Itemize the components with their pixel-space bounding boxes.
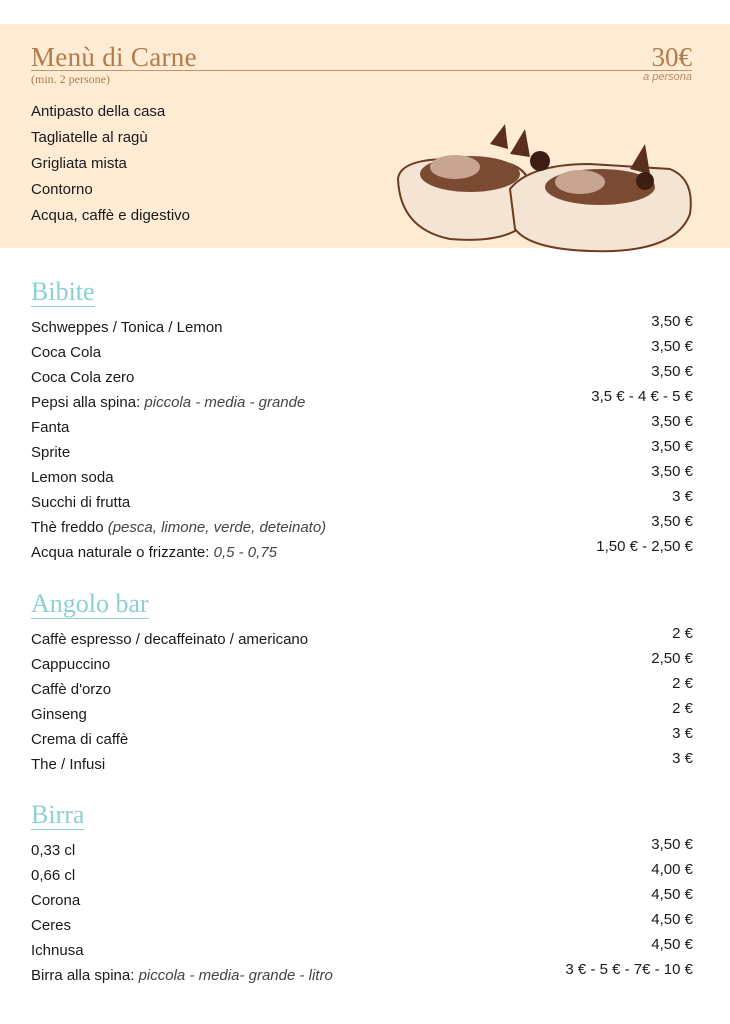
menu-item xyxy=(31,677,693,702)
menu-item xyxy=(31,863,693,888)
item-price: 2,50 € xyxy=(651,650,693,667)
meat-menu-price-note: a persona xyxy=(643,71,692,83)
menu-item xyxy=(31,315,693,340)
item-price: 4,50 € xyxy=(651,911,693,928)
item-price: 4,00 € xyxy=(651,861,693,878)
menu-item xyxy=(31,490,693,515)
menu-item xyxy=(31,415,693,440)
item-label xyxy=(31,888,80,913)
item-name: Ceres xyxy=(31,917,72,934)
course-item: Acqua, caffè e digestivo xyxy=(31,207,190,224)
item-price: 3,50 € xyxy=(651,338,693,355)
meat-menu-courses xyxy=(31,101,190,231)
menu-item xyxy=(31,702,693,727)
item-label xyxy=(31,490,130,515)
item-name: Fanta xyxy=(31,419,70,436)
item-price: 2 € xyxy=(672,700,693,717)
item-label xyxy=(31,440,70,465)
title-divider xyxy=(31,70,692,71)
item-name: The / Infusi xyxy=(31,756,106,773)
item-price: 4,50 € xyxy=(651,936,693,953)
section-title: Angolo bar xyxy=(31,589,149,618)
section-angolo-bar xyxy=(31,590,693,777)
item-name: Coca Cola xyxy=(31,344,102,361)
item-price: 3 € - 5 € - 7€ - 10 € xyxy=(565,961,693,978)
item-name: Lemon soda xyxy=(31,469,114,486)
item-name: Thè freddo xyxy=(31,519,104,536)
item-label xyxy=(31,390,305,415)
item-label xyxy=(31,938,84,963)
item-price: 3 € xyxy=(672,488,693,505)
item-name: Coca Cola zero xyxy=(31,369,135,386)
item-price: 2 € xyxy=(672,675,693,692)
meat-menu-banner xyxy=(0,24,730,248)
item-price: 3,50 € xyxy=(651,513,693,530)
item-label xyxy=(31,963,333,988)
item-name: Caffè espresso / decaffeinato / americano xyxy=(31,631,309,648)
menu-item xyxy=(31,752,693,777)
item-name: Acqua naturale o frizzante: xyxy=(31,544,210,561)
item-label xyxy=(31,627,308,652)
item-price: 1,50 € - 2,50 € xyxy=(596,538,693,555)
meat-menu-title: Menù di Carne xyxy=(31,42,197,72)
item-label xyxy=(31,702,87,727)
item-name: Schweppes / Tonica / Lemon xyxy=(31,319,223,336)
item-name: Pepsi alla spina: xyxy=(31,394,141,411)
bruschetta-illustration xyxy=(390,119,700,259)
item-name: Ginseng xyxy=(31,706,87,723)
item-label xyxy=(31,652,110,677)
item-name: Succhi di frutta xyxy=(31,494,131,511)
item-note: 0,5 - 0,75 xyxy=(213,544,278,561)
item-label xyxy=(31,465,114,490)
menu-item xyxy=(31,515,693,540)
menu-item xyxy=(31,963,693,988)
course-item: Antipasto della casa xyxy=(31,103,166,120)
menu-item xyxy=(31,913,693,938)
menu-item xyxy=(31,652,693,677)
item-name: 0,66 cl xyxy=(31,867,76,884)
menu-item xyxy=(31,440,693,465)
section-title: Bibite xyxy=(31,277,95,306)
item-price: 3,50 € xyxy=(651,836,693,853)
item-price: 3,5 € - 4 € - 5 € xyxy=(591,388,693,405)
section-title: Birra xyxy=(31,800,85,829)
menu-item xyxy=(31,627,693,652)
item-price: 2 € xyxy=(672,625,693,642)
section-birra xyxy=(31,801,693,988)
item-name: Birra alla spina: xyxy=(31,967,135,984)
item-label xyxy=(31,540,277,565)
meat-menu-subtitle: (min. 2 persone) xyxy=(31,72,110,86)
menu-item xyxy=(31,838,693,863)
item-label xyxy=(31,340,101,365)
section-bibite xyxy=(31,278,693,565)
item-price: 3,50 € xyxy=(651,438,693,455)
item-note: piccola - media - grande xyxy=(144,394,306,411)
item-note: piccola - media- grande - litro xyxy=(138,967,333,984)
item-price: 3,50 € xyxy=(651,463,693,480)
item-label xyxy=(31,863,75,888)
menu-item xyxy=(31,390,693,415)
menu-item xyxy=(31,727,693,752)
item-price: 3 € xyxy=(672,725,693,742)
item-label xyxy=(31,838,75,863)
item-name: Corona xyxy=(31,892,81,909)
menu-item xyxy=(31,465,693,490)
item-name: 0,33 cl xyxy=(31,842,76,859)
menu-item xyxy=(31,340,693,365)
item-price: 3,50 € xyxy=(651,313,693,330)
item-name: Caffè d'orzo xyxy=(31,681,112,698)
item-price: 3,50 € xyxy=(651,413,693,430)
item-label xyxy=(31,515,326,540)
item-label xyxy=(31,365,134,390)
item-note: (pesca, limone, verde, deteinato) xyxy=(107,519,327,536)
item-name: Crema di caffè xyxy=(31,731,129,748)
item-label xyxy=(31,752,105,777)
item-name: Ichnusa xyxy=(31,942,84,959)
course-item: Tagliatelle al ragù xyxy=(31,129,148,146)
course-item: Grigliata mista xyxy=(31,155,127,172)
item-price: 3 € xyxy=(672,750,693,767)
item-label xyxy=(31,315,223,340)
menu-item xyxy=(31,540,693,565)
course-item: Contorno xyxy=(31,181,93,198)
item-label xyxy=(31,913,71,938)
meat-menu-price: 30€ xyxy=(651,42,692,72)
item-name: Sprite xyxy=(31,444,71,461)
menu-item xyxy=(31,888,693,913)
item-label xyxy=(31,727,128,752)
item-name: Cappuccino xyxy=(31,656,111,673)
item-label xyxy=(31,415,69,440)
item-label xyxy=(31,677,111,702)
item-price: 3,50 € xyxy=(651,363,693,380)
item-price: 4,50 € xyxy=(651,886,693,903)
